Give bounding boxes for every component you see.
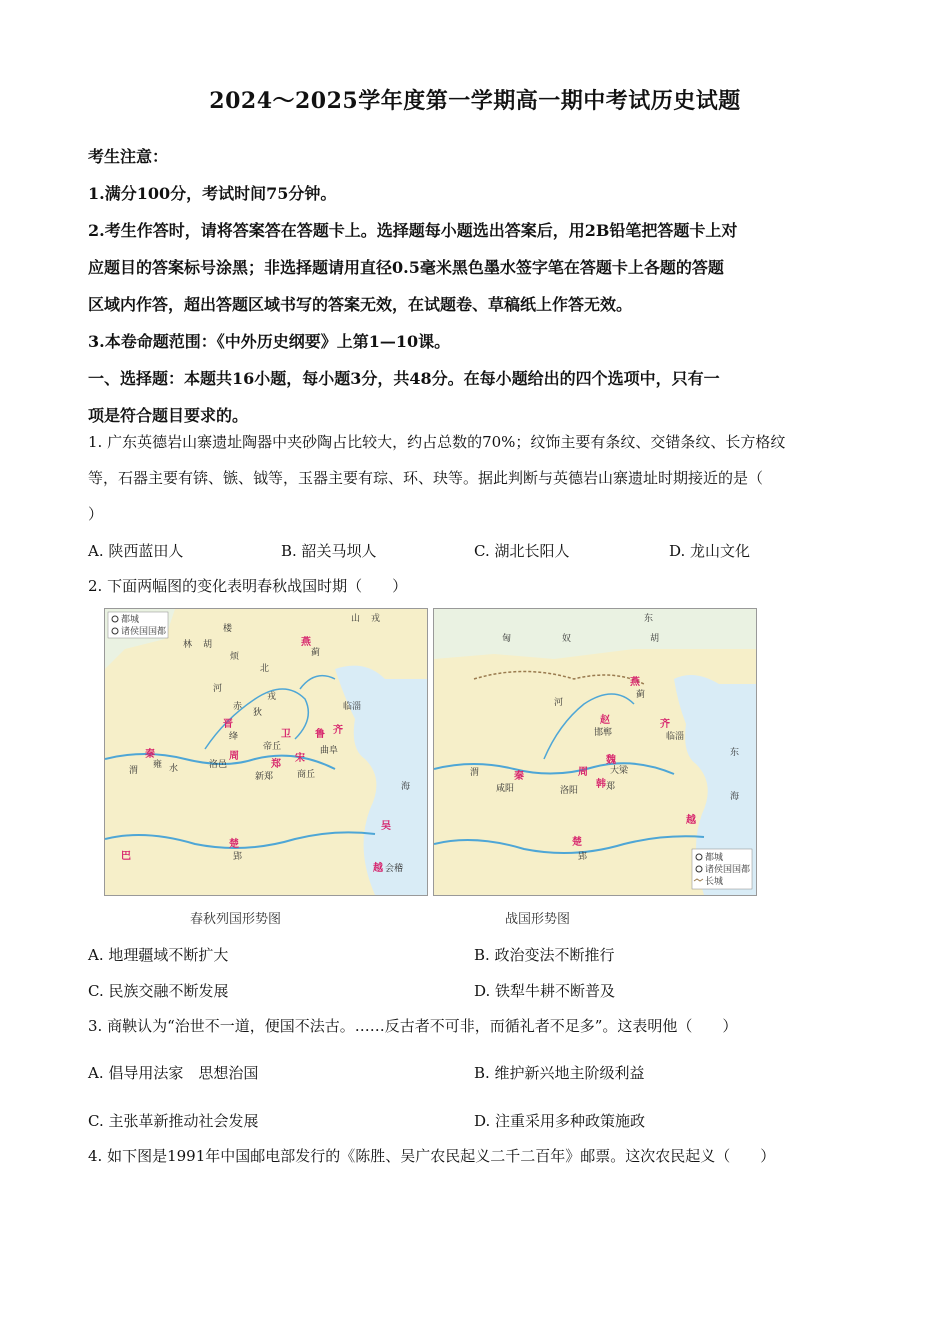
map2-label: 郑: [606, 782, 616, 792]
map1-label: 戎: [267, 692, 277, 702]
map1-state: 齐: [333, 725, 343, 736]
legend-wall: 长城: [705, 877, 724, 887]
map2-caption: 战国形势图: [505, 912, 571, 927]
map2-label: 渭: [470, 768, 480, 778]
map2-label: 东: [644, 614, 654, 624]
map1-label: 会稽: [385, 864, 404, 874]
map1-label: 河: [213, 684, 223, 694]
map2-label: 邯郸: [594, 728, 613, 738]
map1-label: 曲阜: [320, 746, 339, 756]
q1-options: [88, 540, 868, 566]
page-title: 2024～2025学年度第一学期高一期中考试历史试题: [209, 88, 741, 114]
map2-state: 秦: [514, 771, 524, 782]
map2-label: 胡: [650, 634, 660, 644]
map2-label: 咸阳: [496, 784, 515, 794]
map1-label: 洛邑: [209, 760, 228, 770]
map2-state: 韩: [596, 779, 606, 790]
map1-label: 烦: [230, 652, 240, 662]
q4-stem: 4. 如下图是1991年中国邮电部发行的《陈胜、吴广农民起义二千二百年》邮票。这次农民起义（ ）: [88, 1147, 776, 1165]
map-warring-states-svg: [434, 609, 756, 895]
map2-state: 周: [578, 767, 588, 778]
map1-state: 巴: [121, 851, 131, 862]
map1-state: 吴: [381, 821, 391, 832]
map1-caption: 春秋列国形势图: [190, 912, 282, 927]
map1-label: 临淄: [343, 702, 362, 712]
map-spring-autumn: [104, 608, 428, 896]
legend-capital: 都城: [121, 615, 140, 625]
map1-label: 雍: [153, 760, 163, 770]
map2-label: 奴: [562, 634, 572, 644]
map1-label: 新郑: [255, 772, 274, 782]
q1-option-d[interactable]: D. 龙山文化: [669, 542, 751, 560]
map1-label: 绛: [229, 732, 239, 742]
q2-stem: 2. 下面两幅图的变化表明春秋战国时期（ ）: [88, 577, 408, 595]
map1-label: 海: [401, 782, 411, 792]
map1-state: 卫: [281, 729, 291, 740]
map1-label: 渭: [129, 766, 139, 776]
q2-options-row1: [88, 944, 868, 970]
note-item: 应题目的答案标号涂黑；非选择题请用直径0.5毫米黑色墨水签字笔在答题卡上各题的答题: [88, 258, 724, 277]
map1-label: 戎: [371, 614, 381, 624]
q2-option-d[interactable]: D. 铁犁牛耕不断普及: [474, 982, 616, 1000]
legend-capital: 都城: [705, 853, 724, 863]
map2-label: 大梁: [610, 766, 629, 776]
q2-option-b[interactable]: B. 政治变法不断推行: [474, 946, 615, 964]
map2-state: 燕: [630, 677, 640, 688]
q1-stem-line: 1. 广东英德岩山寨遗址陶器中夹砂陶占比较大，约占总数的70%；纹饰主要有条纹、交错条纹、长方格纹: [88, 433, 786, 451]
map2-label: 蓟: [636, 690, 646, 700]
map1-label: 林: [183, 640, 193, 650]
map1-state: 秦: [145, 749, 155, 760]
map2-label: 洛阳: [560, 786, 579, 796]
q1-stem-line: 等，石器主要有锛、镞、钺等，玉器主要有琮、环、玦等。据此判断与英德岩山寨遗址时期接近的是（: [88, 469, 764, 487]
map1-state: 鲁: [315, 729, 325, 740]
legend-state-capital: 诸侯国国都: [121, 627, 167, 637]
map2-state: 齐: [660, 719, 670, 730]
note-item: 3.本卷命题范围：《中外历史纲要》上第1—10课。: [88, 332, 451, 351]
map2-label: 东: [730, 748, 740, 758]
map2-state: 魏: [606, 755, 616, 766]
exam-notes: [88, 138, 868, 434]
map1-label: 胡: [203, 640, 213, 650]
q2-option-a[interactable]: A. 地理疆域不断扩大: [88, 946, 229, 964]
q3-options-row1: [88, 1062, 868, 1088]
map-spring-autumn-svg: [105, 609, 427, 895]
q3-option-d[interactable]: D. 注重采用多种政策施政: [474, 1112, 646, 1130]
map1-state: 晋: [223, 719, 233, 730]
q3-option-c[interactable]: C. 主张革新推动社会发展: [88, 1112, 259, 1130]
question-3: [88, 1008, 868, 1044]
map2-state: 赵: [600, 715, 610, 726]
note-item: 区域内作答，超出答题区域书写的答案无效，在试题卷、草稿纸上作答无效。: [88, 295, 633, 314]
map1-label: 蓟: [311, 648, 321, 658]
map2-label: 临淄: [666, 732, 685, 742]
map1-state: 郑: [271, 759, 281, 770]
map2-label: 海: [730, 792, 740, 802]
q3-stem: 3. 商鞅认为“治世不一道，便国不法古。……反古者不可非，而循礼者不足多”。这表明他（ ）: [88, 1017, 738, 1035]
map2-state: 越: [686, 815, 696, 826]
map1-state: 楚: [229, 839, 239, 850]
legend-state-capital: 诸侯国国都: [705, 865, 751, 875]
map1-label: 山: [351, 614, 361, 624]
q1-option-c[interactable]: C. 湖北长阳人: [474, 542, 570, 560]
q3-option-b[interactable]: B. 维护新兴地主阶级利益: [474, 1064, 645, 1082]
map1-label: 狄: [253, 708, 263, 718]
map1-label: 郢: [233, 852, 243, 862]
map1-label: 水: [169, 764, 179, 774]
notes-header: 考生注意：: [88, 147, 169, 166]
q2-options-row2: [88, 980, 868, 1006]
question-4: [88, 1138, 868, 1174]
section-heading: 一、选择题：本题共16小题，每小题3分，共48分。在每小题给出的四个选项中，只有一: [88, 369, 720, 388]
map2-label: 郢: [578, 852, 588, 862]
question-1: [88, 424, 868, 532]
map1-state: 宋: [295, 753, 305, 764]
map1-label: 楼: [223, 624, 233, 634]
map1-state: 燕: [301, 637, 311, 648]
q1-option-b[interactable]: B. 韶关马坝人: [281, 542, 377, 560]
map1-label: 帝丘: [263, 742, 282, 752]
map1-label: 商丘: [297, 770, 316, 780]
q2-option-c[interactable]: C. 民族交融不断发展: [88, 982, 229, 1000]
map1-label: 北: [260, 664, 270, 674]
map2-state: 楚: [572, 837, 582, 848]
q3-option-a[interactable]: A. 倡导用法家 思想治国: [88, 1064, 259, 1082]
map2-label: 匈: [502, 634, 512, 644]
note-item: 1.满分100分，考试时间75分钟。: [88, 184, 337, 203]
q1-stem-line: ）: [88, 505, 104, 523]
q1-option-a[interactable]: A. 陕西蓝田人: [88, 542, 184, 560]
question-2: [88, 568, 868, 604]
map2-label: 河: [554, 698, 564, 708]
map1-state: 周: [229, 751, 239, 762]
map1-state: 越: [373, 863, 383, 874]
section-heading-cont: 项是符合题目要求的。: [88, 406, 249, 425]
map1-label: 赤: [233, 702, 243, 712]
map-warring-states: [433, 608, 757, 896]
q3-options-row2: [88, 1110, 868, 1136]
note-item: 2.考生作答时，请将答案答在答题卡上。选择题每小题选出答案后，用2B铅笔把答题卡上对: [88, 221, 738, 240]
